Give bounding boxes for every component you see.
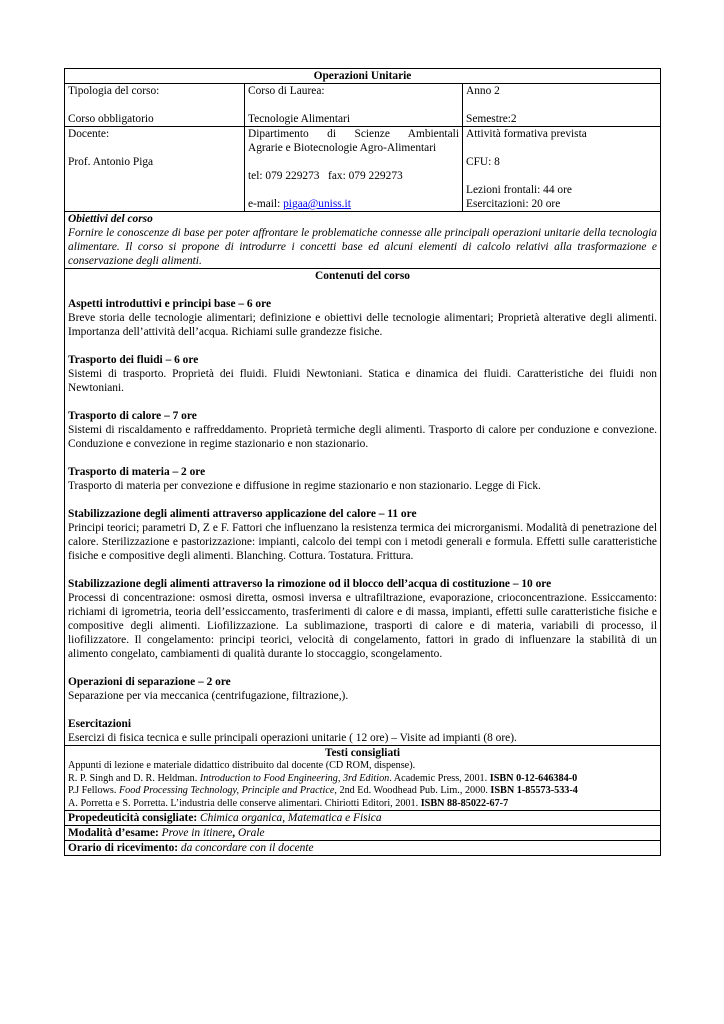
orario-row — [65, 841, 661, 856]
modalita-cell — [65, 826, 661, 841]
propedeuticita-cell — [65, 811, 661, 826]
section — [68, 507, 657, 563]
section-title: Trasporto dei fluidi – 6 ore — [68, 354, 199, 366]
section — [68, 297, 657, 339]
info-row-2 — [65, 127, 661, 212]
section-body: Esercizi di fisica tecnica e sulle principali operazioni unitarie ( 12 ore) – Visite ad impianti (8 ore). — [68, 732, 517, 744]
section-body: Breve storia delle tecnologie alimentari; definizione e obiettivi delle tecnologie alimentari; Proprietà alterative degli alimenti. Importanza dell’attività dell’acqua. Richiami sulle grandezze fisiche. — [68, 312, 657, 338]
section-title: Esercitazioni — [68, 718, 132, 730]
reference-4 — [68, 798, 657, 811]
ref-publisher: , 2nd Ed. Woodhead Pub. Lim., 2000. — [334, 785, 491, 797]
section-body: Trasporto di materia per convezione e diffusione in regime stazionario e non stazionario. Legge di Fick. — [68, 480, 541, 492]
section-title: Operazioni di separazione – 2 ore — [68, 676, 231, 688]
attivita-cell — [463, 127, 661, 212]
obiettivi-heading: Obiettivi del corso — [68, 213, 153, 225]
obiettivi-text: Fornire le conoscenze di base per poter affrontare le problematiche connesse alle principali operazioni unitarie della tecnologia alimentare. Il corso si propone di introdurre i concetti base ed alcuni elementi di calcolo relativi alla trasformazione e conservazione degli alimenti. — [68, 227, 657, 267]
attivita-title: Attività formativa prevista — [466, 128, 587, 140]
section — [68, 675, 657, 703]
testi-heading: Testi consigliati — [324, 747, 401, 759]
ref-authors: A. Porretta e S. Porretta. L’industria delle conserve alimentari. Chiriotti Editori, 2001. — [68, 797, 421, 809]
section-body: Separazione per via meccanica (centrifugazione, filtrazione,). — [68, 690, 349, 702]
semestre-value: Semestre:2 — [466, 113, 517, 125]
reference-3 — [68, 785, 657, 798]
propedeuticita-label: Propedeuticità consigliate: — [68, 812, 198, 825]
lezioni-value: Lezioni frontali: 44 ore — [466, 184, 572, 196]
modalita-value-1: Prove in itinere — [158, 827, 233, 840]
docente-name: Prof. Antonio Piga — [68, 156, 154, 168]
section-body: Principi teorici; parametri D, Z e F. Fattori che influenzano la resistenza termica dei microrganismi. Modalità di penetrazione del calore. Sterilizzazione e pastorizzazione: impianti, calcolo dei tempi con i metodi generali e formula. Effetti sulle caratteristiche fisiche e compositive degli alimenti. Blanching. Cottura. Tostatura. Frittura. — [68, 522, 657, 562]
section-title: Trasporto di calore – 7 ore — [68, 410, 197, 422]
section-body: Sistemi di riscaldamento e raffreddamento. Proprietà termiche degli alimenti. Trasporto di calore per conduzione e convezione. Conduzione e convezione in regime stazionario e non stazionario. — [68, 424, 657, 450]
modalita-value-2: Orale — [238, 827, 265, 840]
modalita-label: Modalità d’esame: — [68, 827, 159, 840]
reference-2 — [68, 773, 657, 786]
contenuti-heading: Contenuti del corso — [315, 270, 410, 282]
section — [68, 465, 657, 493]
anno-cell — [463, 84, 661, 127]
section — [68, 409, 657, 451]
anno-value: Anno 2 — [466, 85, 500, 97]
docente-label: Docente: — [68, 128, 110, 140]
section — [68, 577, 657, 661]
section — [68, 353, 657, 395]
info-row-1 — [65, 84, 661, 127]
obiettivi-cell — [65, 212, 661, 269]
dept-line-1: Dipartimento di Scienze Ambientali — [248, 128, 459, 140]
ref-isbn: ISBN 88-85022-67-7 — [420, 797, 509, 809]
ref-isbn: ISBN 1-85573-533-4 — [490, 785, 578, 797]
ref-authors: P.J Fellows. — [68, 785, 119, 797]
docente-cell — [65, 127, 245, 212]
email-line — [248, 197, 459, 211]
tipologia-cell — [65, 84, 245, 127]
course-sheet — [64, 68, 660, 856]
corso-value: Tecnologie Alimentari — [248, 113, 351, 125]
contenuti-row — [65, 269, 661, 746]
propedeuticita-value: Chimica organica, Matematica e Fisica — [197, 812, 382, 825]
corso-label: Corso di Laurea: — [248, 85, 325, 97]
ref-isbn: ISBN 0-12-646384-0 — [489, 772, 578, 784]
tipologia-label: Tipologia del corso: — [68, 85, 160, 97]
ref-title: Introduction to Food Engineering, 3rd Edition — [199, 772, 390, 784]
orario-cell — [65, 841, 661, 856]
section-body: Processi di concentrazione: osmosi diretta, osmosi inversa e ultrafiltrazione, evaporazione, crioconcentrazione. Essiccamento: richiami di igrometria, teoria dell’essiccamento, trasferimenti di calore e di massa, impianti, effetti sulle caratteristiche fisiche e compositive degli alimenti. Liofilizzazione. La sublimazione, trasporti di calore e di materia, variabili di processo, il liofilizzatore. Il congelamento: principi teorici, velocità di congelamento, fattori in grado di influenzare la stabilità di un alimento congelato, cambiamenti di qualità durante lo stoccaggio, scongelamento. — [68, 592, 657, 660]
contenuti-cell — [65, 269, 661, 746]
cfu-value: CFU: 8 — [466, 156, 500, 168]
modalita-separator: , — [232, 827, 238, 840]
section-title: Trasporto di materia – 2 ore — [68, 466, 206, 478]
section-title: Stabilizzazione degli alimenti attraverso applicazione del calore – 11 ore — [68, 508, 417, 520]
orario-label: Orario di ricevimento: — [68, 842, 179, 855]
esercitazioni-value: Esercitazioni: 20 ore — [466, 198, 561, 210]
tel-fax: tel: 079 229273 fax: 079 229273 — [248, 170, 403, 182]
modalita-row — [65, 826, 661, 841]
ref-title: Food Processing Technology, Principle and Practice — [118, 785, 335, 797]
reference-1: Appunti di lezione e materiale didattico distribuito dal docente (CD ROM, dispense). — [68, 760, 416, 771]
testi-row — [65, 746, 661, 811]
tipologia-value: Corso obbligatorio — [68, 113, 154, 125]
email-link[interactable]: pigaa@uniss.it — [283, 198, 351, 210]
propedeuticita-row — [65, 811, 661, 826]
dept-line-2: Agrarie e Biotecnologie Agro-Alimentari — [248, 142, 437, 154]
course-title: Operazioni Unitarie — [65, 69, 661, 84]
contenuti-sections — [68, 297, 657, 745]
section-title: Stabilizzazione degli alimenti attraverso la rimozione od il blocco dell’acqua di costituzione – 10 ore — [68, 578, 552, 590]
ref-publisher: . Academic Press, 2001. — [389, 772, 490, 784]
course-table — [64, 68, 661, 856]
section-title: Aspetti introduttivi e principi base – 6 ore — [68, 298, 272, 310]
email-label: e-mail: — [248, 198, 284, 210]
testi-cell — [65, 746, 661, 811]
orario-value: da concordare con il docente — [178, 842, 314, 855]
obiettivi-row — [65, 212, 661, 269]
dipartimento-cell — [245, 127, 463, 212]
ref-authors: R. P. Singh and D. R. Heldman. — [68, 772, 200, 784]
section-body: Sistemi di trasporto. Proprietà dei fluidi. Fluidi Newtoniani. Statica e dinamica dei fluidi. Caratteristiche dei fluidi non Newtoniani. — [68, 368, 657, 394]
section — [68, 717, 657, 745]
corso-cell — [245, 84, 463, 127]
